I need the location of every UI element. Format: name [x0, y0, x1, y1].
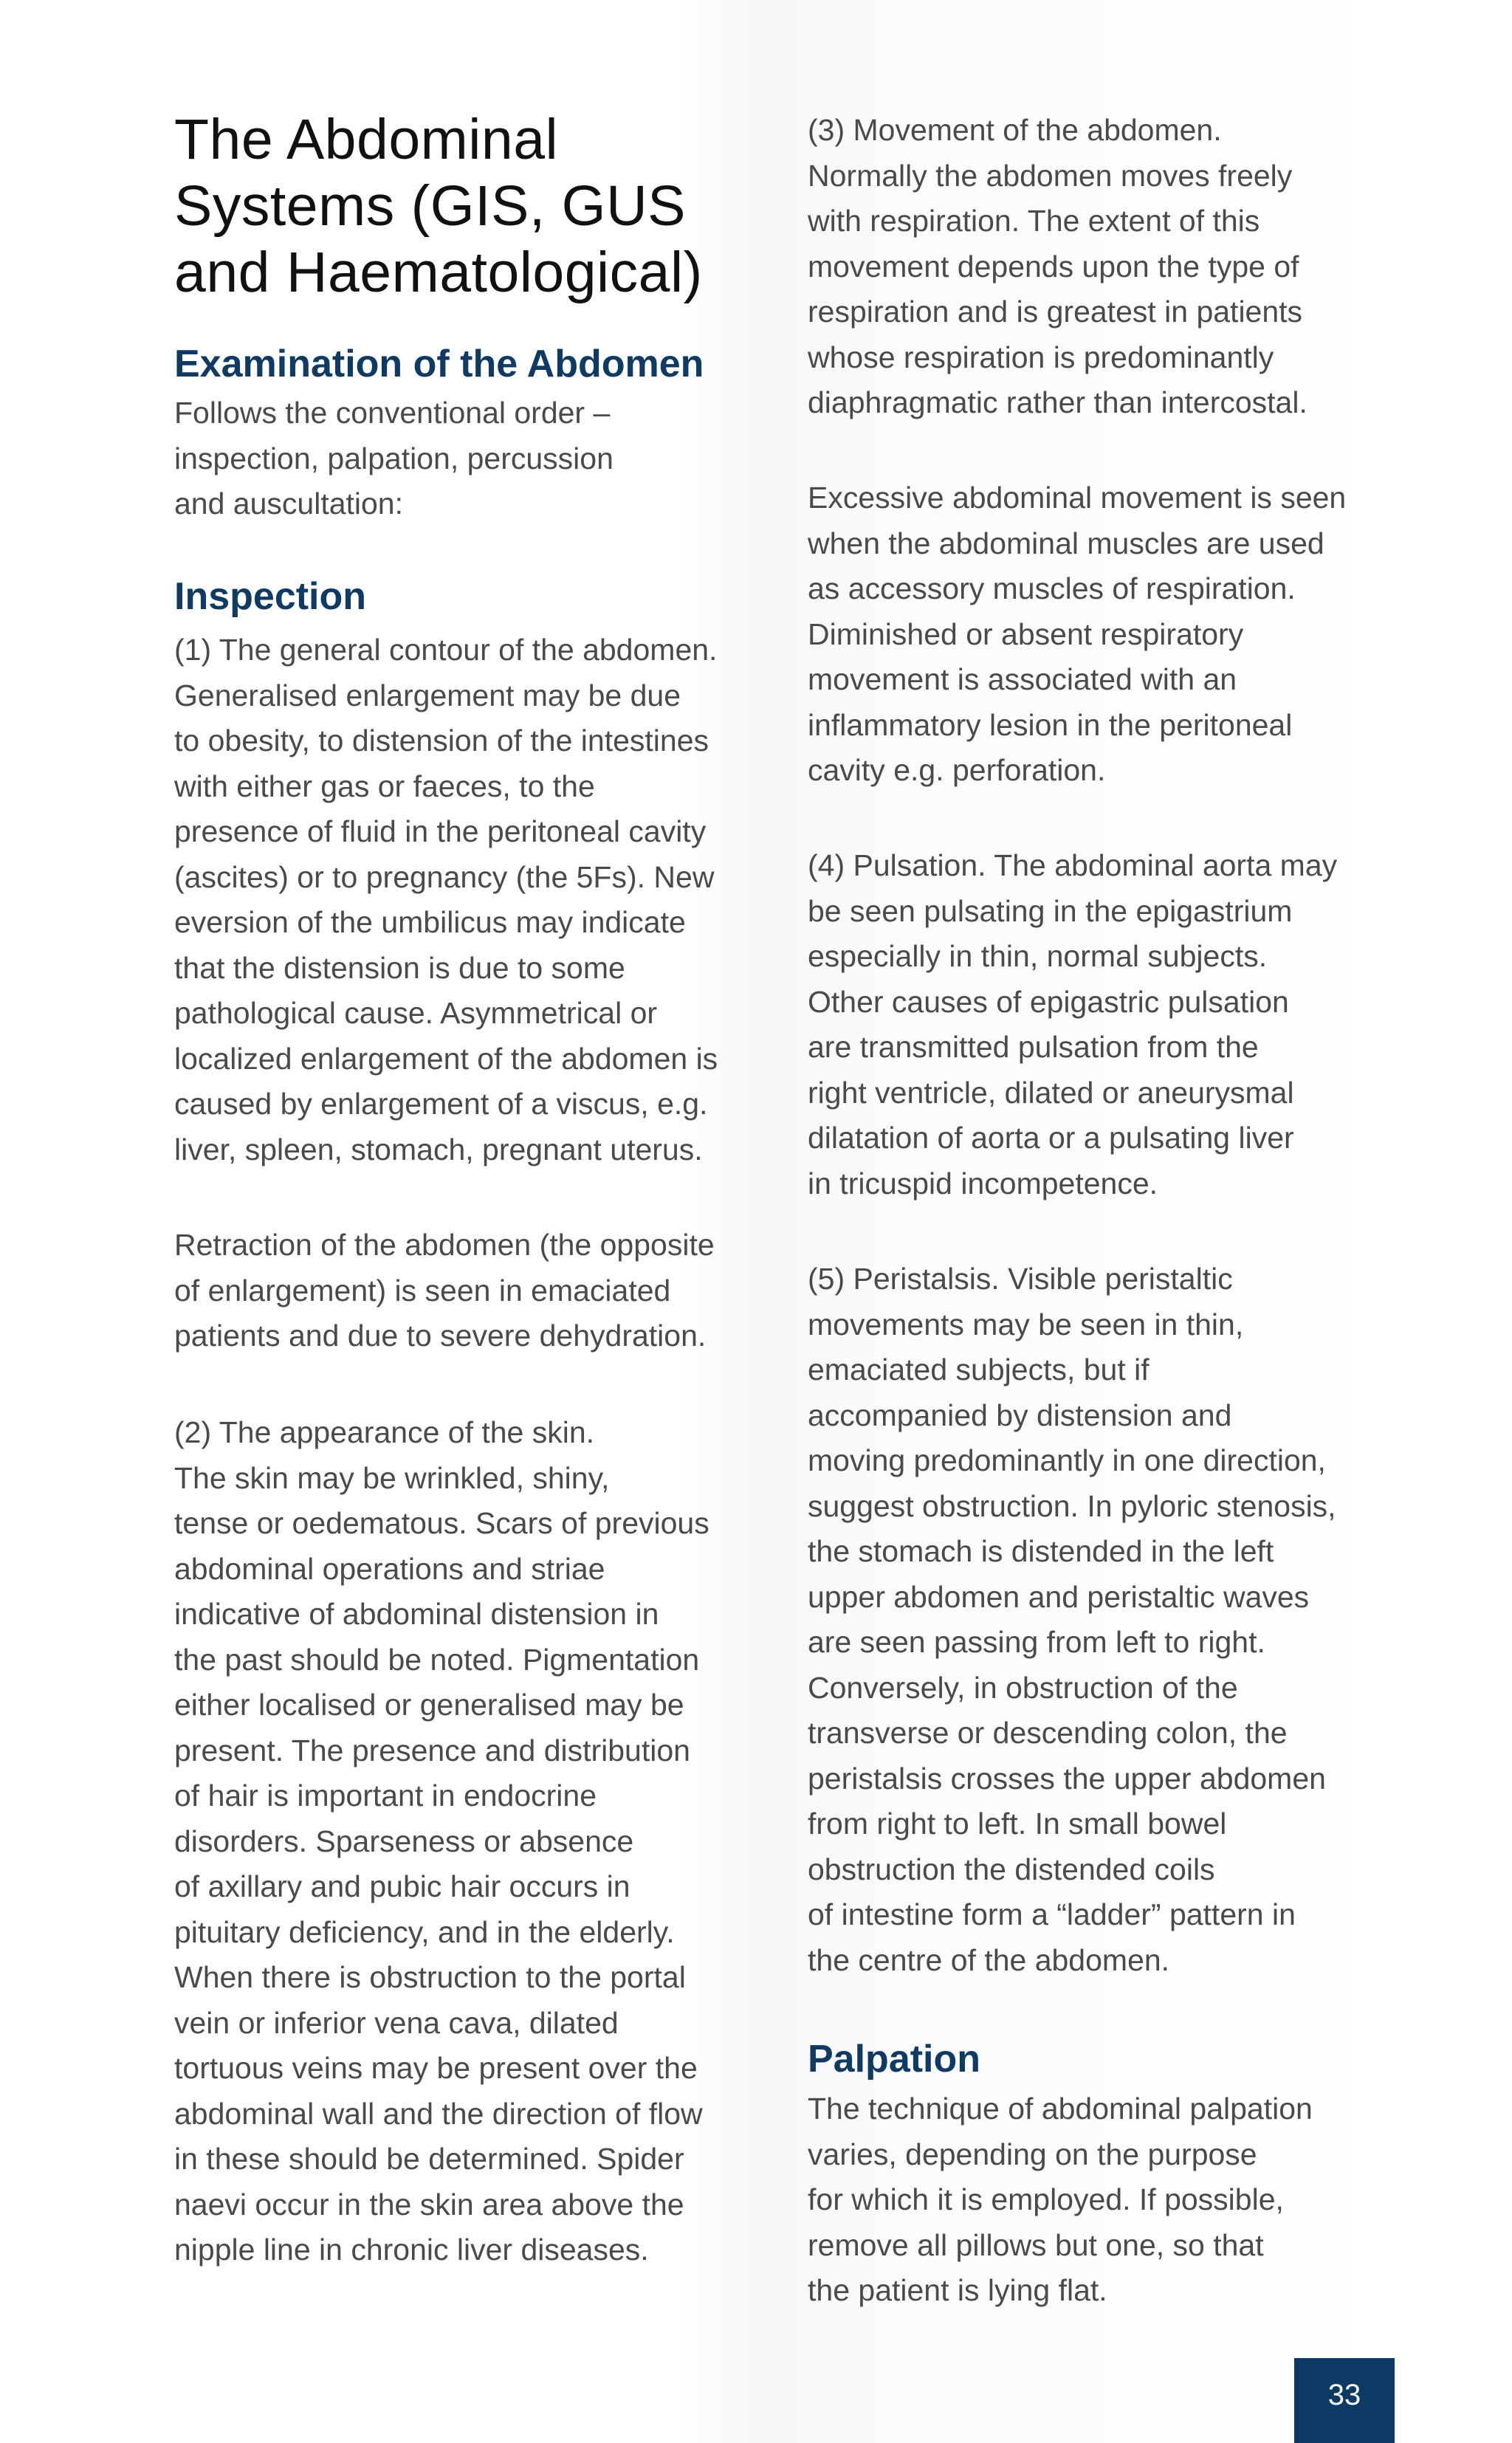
palpation-paragraph: The technique of abdominal palpation varies, depending on the purpose for which it is employed. If possible, remove all pillows but one, so that the patient is lying flat. [808, 2092, 1313, 2307]
inspection-paragraph-skin: (2) The appearance of the skin. The skin may be wrinkled, shiny, tense or oedematous. Scars of previous abdominal operations and striae indicative of abdominal distension in the past should be noted. Pigmentation either localised or generalised may be present. The presence and distribution of hair is important in endocrine disorders. Sparseness or absence of axillary and pubic hair occurs in pituitary deficiency, and in the elderly. When there is obstruction to the portal vein or inferior vena cava, dilated tortuous veins may be present over the abdominal wall and the direction of flow in these should be determined. Spider naevi occur in the skin area above the nipple line in chronic liver diseases. [174, 1415, 709, 2267]
inspection-paragraph-peristalsis: (5) Peristalsis. Visible peristaltic movements may be seen in thin, emaciated subjects, but if accompanied by distension and moving predominantly in one direction, suggest obstruction. In pyloric stenosis, the stomach is distended in the left upper abdomen and peristaltic waves are seen passing from left to right. Conversely, in obstruction of the transverse or descending colon, the peristalsis crosses the upper abdomen from right to left. In small bowel obstruction the distended coils of intestine form a “ladder” pattern in the centre of the abdomen. [808, 1262, 1336, 1977]
page-number-badge: 33 [1294, 2358, 1395, 2443]
inspection-paragraph-excessive-movement: Excessive abdominal movement is seen when the abdominal muscles are used as accessory muscles of respiration. Diminished or absent respiratory movement is associated with an inflammatory lesion in the peritoneal cavity e.g. perforation. [808, 481, 1347, 787]
page-title: The Abdominal Systems (GIS, GUS and Haematological) [174, 108, 703, 304]
examination-heading: Examination of the Abdomen [174, 343, 704, 385]
inspection-paragraph-contour: (1) The general contour of the abdomen. Generalised enlargement may be due to obesity, to distension of the intestines with either gas or faeces, to the presence of fluid in the peritoneal cavity (ascites) or to pregnancy (the 5Fs). New eversion of the umbilicus may indicate that the distension is due to some pathological cause. Asymmetrical or localized enlargement of the abdomen is caused by enlargement of a viscus, e.g. liver, spleen, stomach, pregnant uterus. [174, 633, 718, 1166]
inspection-paragraph-retraction: Retraction of the abdomen (the opposite of enlargement) is seen in emaciated patients and due to severe dehydration. [174, 1228, 715, 1353]
inspection-paragraph-pulsation: (4) Pulsation. The abdominal aorta may be seen pulsating in the epigastrium especially in thin, normal subjects. Other causes of epigastric pulsation are transmitted pulsation from the right ventricle, dilated or aneurysmal dilatation of aorta or a pulsating liver in tricuspid incompetence. [808, 848, 1338, 1200]
inspection-paragraph-movement: (3) Movement of the abdomen. Normally the abdomen moves freely with respiration. The extent of this movement depends upon the type of respiration and is greatest in patients whose respiration is predominantly diaphragmatic rather than intercostal. [808, 113, 1307, 419]
inspection-heading: Inspection [174, 575, 367, 618]
palpation-heading: Palpation [808, 2038, 981, 2080]
examination-intro: Follows the conventional order – inspection, palpation, percussion and auscultation: [174, 396, 614, 520]
